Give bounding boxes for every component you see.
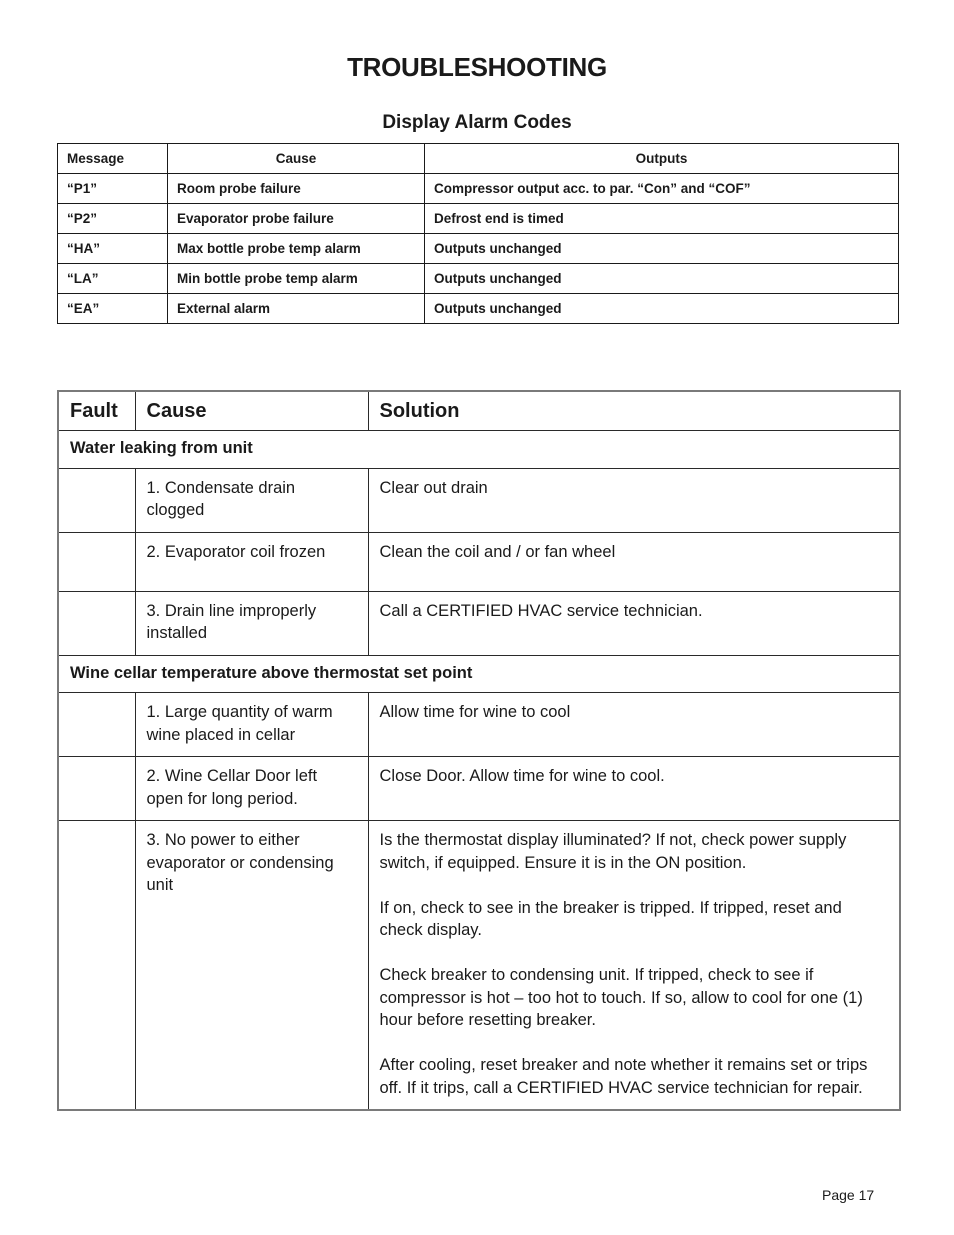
alarm-header-message: Message bbox=[58, 144, 168, 174]
alarm-outputs: Outputs unchanged bbox=[425, 234, 899, 264]
alarm-outputs: Defrost end is timed bbox=[425, 204, 899, 234]
alarm-outputs: Outputs unchanged bbox=[425, 264, 899, 294]
fault-cell bbox=[58, 821, 135, 1111]
alarm-message: “LA” bbox=[58, 264, 168, 294]
fault-cause: 3. Drain line improperly installed bbox=[135, 591, 368, 655]
alarm-outputs: Outputs unchanged bbox=[425, 294, 899, 324]
fault-row bbox=[58, 468, 900, 532]
alarm-header-outputs: Outputs bbox=[425, 144, 899, 174]
alarm-cause: Room probe failure bbox=[168, 174, 425, 204]
section-title-alarm-codes: Display Alarm Codes bbox=[382, 112, 572, 133]
alarm-table-row bbox=[58, 264, 899, 294]
fault-cause: 2. Evaporator coil frozen bbox=[135, 532, 368, 591]
solution-paragraph: Is the thermostat display illuminated? If not, check power supply switch, if equipped. Ensure it is in the ON position. bbox=[379, 831, 847, 872]
alarm-cause: Min bottle probe temp alarm bbox=[168, 264, 425, 294]
solution-paragraph: After cooling, reset breaker and note whether it remains set or trips off. If it trips, call a CERTIFIED HVAC service technician for repair. bbox=[379, 1056, 868, 1097]
fault-cell bbox=[58, 591, 135, 655]
page-title: TROUBLESHOOTING bbox=[347, 52, 607, 82]
alarm-message: “P2” bbox=[58, 204, 168, 234]
alarm-table-row bbox=[58, 234, 899, 264]
fault-solution: Allow time for wine to cool bbox=[368, 693, 900, 757]
alarm-table-row bbox=[58, 174, 899, 204]
alarm-message: “HA” bbox=[58, 234, 168, 264]
fault-header-solution: Solution bbox=[368, 391, 900, 431]
fault-solution: Call a CERTIFIED HVAC service technician. bbox=[368, 591, 900, 655]
fault-cause: 1. Large quantity of warm wine placed in cellar bbox=[135, 693, 368, 757]
solution-paragraph: Check breaker to condensing unit. If tripped, check to see if compressor is hot – too hot to touch. If so, allow to cool for one (1) hour before resetting breaker. bbox=[379, 966, 863, 1029]
alarm-message: “P1” bbox=[58, 174, 168, 204]
alarm-codes-table bbox=[57, 143, 899, 324]
alarm-outputs: Compressor output acc. to par. “Con” and “COF” bbox=[425, 174, 899, 204]
fault-cell bbox=[58, 757, 135, 821]
alarm-header-cause: Cause bbox=[168, 144, 425, 174]
fault-solution bbox=[368, 821, 900, 1111]
fault-header-fault: Fault bbox=[58, 391, 135, 431]
fault-cell bbox=[58, 468, 135, 532]
fault-group-row bbox=[58, 431, 900, 469]
fault-cause: 3. No power to either evaporator or condensing unit bbox=[135, 821, 368, 1111]
fault-cell bbox=[58, 532, 135, 591]
fault-cell bbox=[58, 693, 135, 757]
fault-solution: Close Door. Allow time for wine to cool. bbox=[368, 757, 900, 821]
fault-row bbox=[58, 693, 900, 757]
alarm-table-header-row bbox=[58, 144, 899, 174]
fault-header-cause: Cause bbox=[135, 391, 368, 431]
fault-row bbox=[58, 757, 900, 821]
fault-row bbox=[58, 591, 900, 655]
fault-solution: Clear out drain bbox=[368, 468, 900, 532]
troubleshooting-table bbox=[57, 390, 901, 1111]
fault-row bbox=[58, 821, 900, 1111]
alarm-cause: Evaporator probe failure bbox=[168, 204, 425, 234]
fault-cause: 2. Wine Cellar Door left open for long period. bbox=[135, 757, 368, 821]
alarm-cause: Max bottle probe temp alarm bbox=[168, 234, 425, 264]
alarm-table-row bbox=[58, 294, 899, 324]
fault-group-title: Water leaking from unit bbox=[58, 431, 900, 469]
alarm-table-row bbox=[58, 204, 899, 234]
alarm-cause: External alarm bbox=[168, 294, 425, 324]
fault-solution: Clean the coil and / or fan wheel bbox=[368, 532, 900, 591]
fault-group-title: Wine cellar temperature above thermostat set point bbox=[58, 655, 900, 693]
fault-table-header-row bbox=[58, 391, 900, 431]
fault-cause: 1. Condensate drain clogged bbox=[135, 468, 368, 532]
fault-row bbox=[58, 532, 900, 591]
page-number: Page 17 bbox=[822, 1187, 875, 1203]
alarm-message: “EA” bbox=[58, 294, 168, 324]
solution-paragraph: If on, check to see in the breaker is tripped. If tripped, reset and check display. bbox=[379, 898, 842, 939]
fault-group-row bbox=[58, 655, 900, 693]
